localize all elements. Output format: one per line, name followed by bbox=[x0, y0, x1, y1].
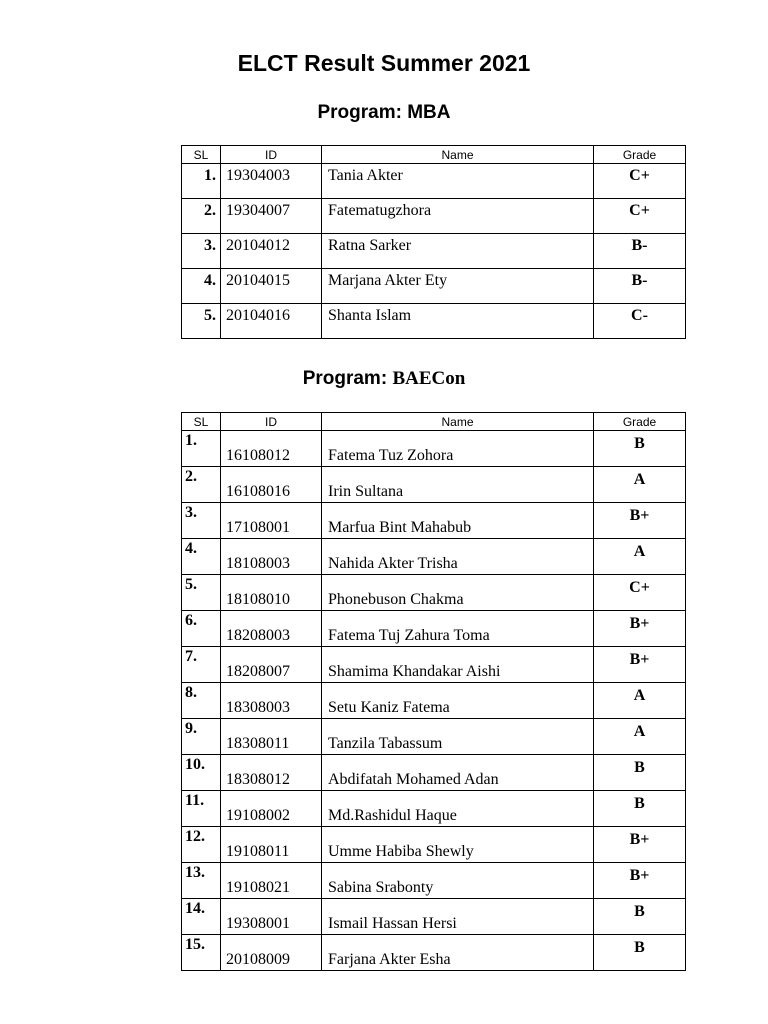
cell-name: Farjana Akter Esha bbox=[322, 935, 594, 971]
cell-grade: B bbox=[594, 755, 686, 791]
cell-sl: 2. bbox=[182, 199, 221, 234]
program-heading-mba bbox=[0, 102, 768, 124]
cell-id: 18308003 bbox=[221, 683, 322, 719]
cell-name: Tania Akter bbox=[322, 164, 594, 199]
cell-grade: B bbox=[594, 431, 686, 467]
cell-grade: B- bbox=[594, 234, 686, 269]
cell-name: Sabina Srabonty bbox=[322, 863, 594, 899]
table-row bbox=[182, 647, 686, 683]
table-row bbox=[182, 791, 686, 827]
cell-id: 19304003 bbox=[221, 164, 322, 199]
cell-sl: 12. bbox=[182, 827, 221, 863]
cell-id: 20104012 bbox=[221, 234, 322, 269]
cell-id: 18108003 bbox=[221, 539, 322, 575]
table-row bbox=[182, 683, 686, 719]
cell-grade: B+ bbox=[594, 863, 686, 899]
cell-grade: A bbox=[594, 719, 686, 755]
table-header-row bbox=[182, 413, 686, 431]
cell-name: Ismail Hassan Hersi bbox=[322, 899, 594, 935]
column-header-id: ID bbox=[221, 146, 322, 164]
cell-grade: B bbox=[594, 935, 686, 971]
column-header-name: Name bbox=[322, 413, 594, 431]
column-header-grade: Grade bbox=[594, 413, 686, 431]
cell-grade: B bbox=[594, 899, 686, 935]
cell-name: Phonebuson Chakma bbox=[322, 575, 594, 611]
program-heading-baecon bbox=[0, 368, 768, 390]
cell-name: Abdifatah Mohamed Adan bbox=[322, 755, 594, 791]
cell-grade: B- bbox=[594, 269, 686, 304]
cell-grade: A bbox=[594, 467, 686, 503]
results-table-baecon bbox=[181, 412, 686, 971]
table-row bbox=[182, 719, 686, 755]
cell-grade: C+ bbox=[594, 199, 686, 234]
cell-sl: 15. bbox=[182, 935, 221, 971]
cell-grade: B bbox=[594, 791, 686, 827]
cell-name: Shamima Khandakar Aishi bbox=[322, 647, 594, 683]
table-row bbox=[182, 755, 686, 791]
cell-sl: 10. bbox=[182, 755, 221, 791]
table-row bbox=[182, 935, 686, 971]
cell-sl: 2. bbox=[182, 467, 221, 503]
cell-id: 17108001 bbox=[221, 503, 322, 539]
cell-grade: B+ bbox=[594, 827, 686, 863]
table-row bbox=[182, 431, 686, 467]
table-row bbox=[182, 164, 686, 199]
table-row bbox=[182, 575, 686, 611]
cell-name: Shanta Islam bbox=[322, 304, 594, 339]
cell-name: Marfua Bint Mahabub bbox=[322, 503, 594, 539]
cell-grade: C- bbox=[594, 304, 686, 339]
program-label: Program: bbox=[317, 102, 408, 123]
cell-id: 20104016 bbox=[221, 304, 322, 339]
cell-id: 16108012 bbox=[221, 431, 322, 467]
cell-name: Setu Kaniz Fatema bbox=[322, 683, 594, 719]
column-header-grade: Grade bbox=[594, 146, 686, 164]
cell-sl: 4. bbox=[182, 539, 221, 575]
cell-name: Ratna Sarker bbox=[322, 234, 594, 269]
cell-name: Fatema Tuj Zahura Toma bbox=[322, 611, 594, 647]
table-row bbox=[182, 234, 686, 269]
cell-name: Fatematugzhora bbox=[322, 199, 594, 234]
cell-name: Fatema Tuz Zohora bbox=[322, 431, 594, 467]
cell-id: 19304007 bbox=[221, 199, 322, 234]
column-header-name: Name bbox=[322, 146, 594, 164]
table-row bbox=[182, 899, 686, 935]
table-row bbox=[182, 304, 686, 339]
program-label: Program: bbox=[302, 368, 393, 389]
cell-id: 18308011 bbox=[221, 719, 322, 755]
table-row bbox=[182, 269, 686, 304]
cell-grade: A bbox=[594, 683, 686, 719]
cell-id: 20104015 bbox=[221, 269, 322, 304]
cell-id: 19308001 bbox=[221, 899, 322, 935]
cell-id: 19108011 bbox=[221, 827, 322, 863]
cell-name: Irin Sultana bbox=[322, 467, 594, 503]
cell-grade: B+ bbox=[594, 503, 686, 539]
cell-name: Marjana Akter Ety bbox=[322, 269, 594, 304]
program-name: BAECon bbox=[392, 368, 466, 389]
cell-sl: 3. bbox=[182, 503, 221, 539]
cell-sl: 1. bbox=[182, 431, 221, 467]
cell-name: Tanzila Tabassum bbox=[322, 719, 594, 755]
cell-sl: 8. bbox=[182, 683, 221, 719]
results-table-mba bbox=[181, 145, 686, 339]
cell-name: Umme Habiba Shewly bbox=[322, 827, 594, 863]
cell-id: 20108009 bbox=[221, 935, 322, 971]
cell-sl: 14. bbox=[182, 899, 221, 935]
cell-sl: 5. bbox=[182, 575, 221, 611]
cell-sl: 1. bbox=[182, 164, 221, 199]
cell-sl: 11. bbox=[182, 791, 221, 827]
table-row bbox=[182, 539, 686, 575]
cell-grade: A bbox=[594, 539, 686, 575]
cell-name: Md.Rashidul Haque bbox=[322, 791, 594, 827]
cell-sl: 4. bbox=[182, 269, 221, 304]
cell-id: 18208007 bbox=[221, 647, 322, 683]
table-row bbox=[182, 467, 686, 503]
table-row bbox=[182, 863, 686, 899]
column-header-sl: SL bbox=[182, 413, 221, 431]
cell-name: Nahida Akter Trisha bbox=[322, 539, 594, 575]
table-row bbox=[182, 503, 686, 539]
table-header-row bbox=[182, 146, 686, 164]
cell-grade: B+ bbox=[594, 611, 686, 647]
table-row bbox=[182, 199, 686, 234]
table-row bbox=[182, 611, 686, 647]
cell-sl: 9. bbox=[182, 719, 221, 755]
cell-id: 19108021 bbox=[221, 863, 322, 899]
cell-sl: 3. bbox=[182, 234, 221, 269]
table-row bbox=[182, 827, 686, 863]
cell-sl: 13. bbox=[182, 863, 221, 899]
cell-sl: 6. bbox=[182, 611, 221, 647]
cell-id: 19108002 bbox=[221, 791, 322, 827]
cell-id: 18308012 bbox=[221, 755, 322, 791]
cell-id: 16108016 bbox=[221, 467, 322, 503]
cell-id: 18208003 bbox=[221, 611, 322, 647]
cell-grade: C+ bbox=[594, 575, 686, 611]
program-name: MBA bbox=[407, 102, 451, 123]
column-header-id: ID bbox=[221, 413, 322, 431]
document-title: ELCT Result Summer 2021 bbox=[237, 50, 531, 76]
cell-id: 18108010 bbox=[221, 575, 322, 611]
cell-sl: 7. bbox=[182, 647, 221, 683]
cell-grade: C+ bbox=[594, 164, 686, 199]
column-header-sl: SL bbox=[182, 146, 221, 164]
cell-sl: 5. bbox=[182, 304, 221, 339]
cell-grade: B+ bbox=[594, 647, 686, 683]
